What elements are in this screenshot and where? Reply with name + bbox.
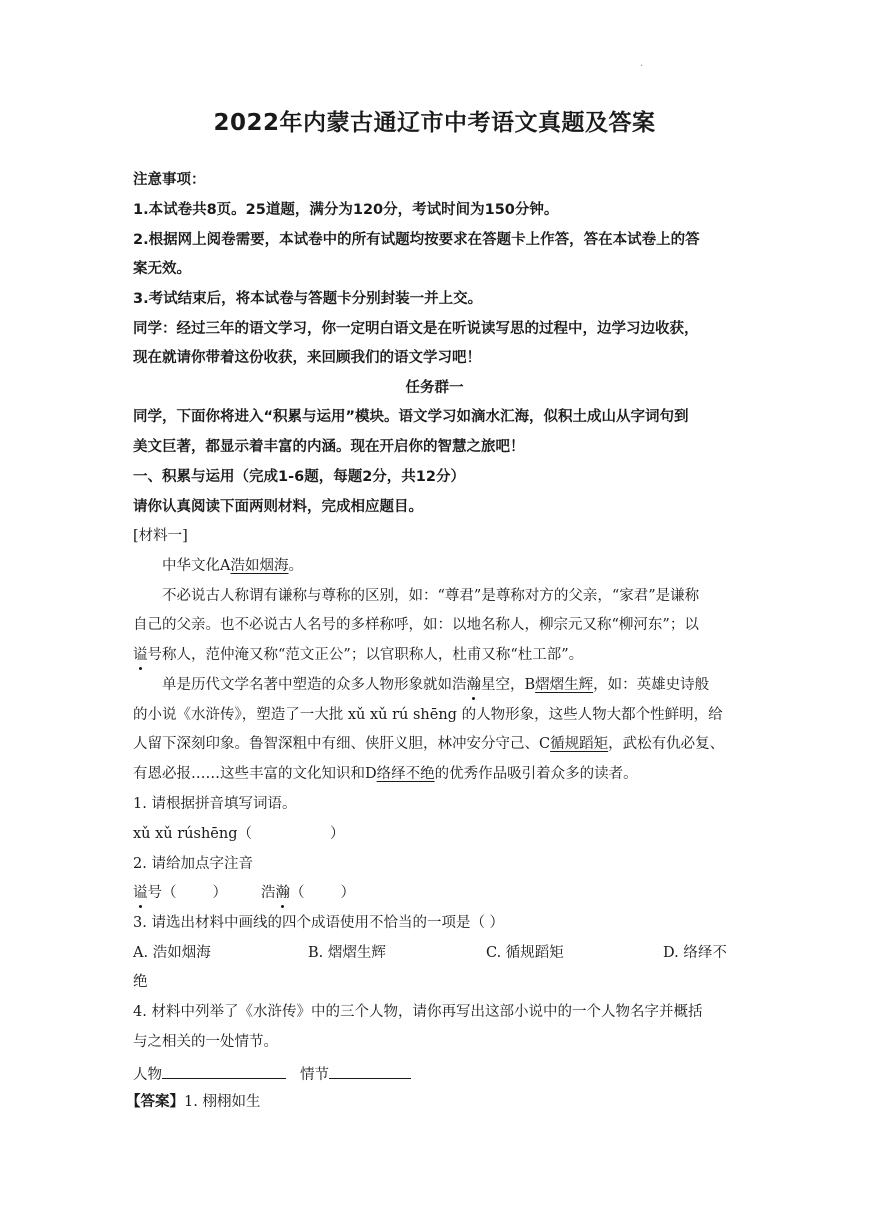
- idiom-c: 循规蹈矩: [550, 736, 609, 752]
- text-span: 中华文化A: [162, 558, 231, 574]
- text-span: （: [290, 885, 305, 901]
- option-d[interactable]: D. 络绎不: [663, 945, 727, 961]
- option-c[interactable]: C. 循规蹈矩: [486, 945, 564, 961]
- question-2-answer-line: [133, 883, 355, 903]
- question-4-line-1: 4. 材料中列举了《水浒传》中的三个人物，请你再写出这部小说中的一个人物名字并概括: [133, 1004, 703, 1020]
- text-span: 人留下深刻印象。鲁智深粗中有细、侠肝义胆，林冲安分守己、C: [133, 736, 551, 752]
- text-span: 浩: [261, 885, 276, 901]
- question-4-line-2: 与之相关的一处情节。: [133, 1034, 278, 1050]
- idiom-a: 浩如烟海: [230, 558, 289, 574]
- bracket-close: ）: [212, 885, 227, 901]
- idiom-b: 熠熠生辉: [535, 677, 594, 693]
- question-3: 3. 请选出材料中画线的四个成语使用不恰当的一项是（ ）: [133, 915, 505, 931]
- notice-heading: 注意事项：: [133, 172, 206, 188]
- task-intro-line-1: 同学，下面你将进入“积累与运用”模块。语文学习如滴水汇海，似积土成山从字词句到: [133, 409, 689, 425]
- notice-item-3: 3.考试结束后，将本试卷与答题卡分别封装一并上交。: [133, 291, 483, 307]
- text-span: ，武松有仇必复、: [608, 736, 725, 752]
- text-span: 号称人，范仲淹又称“范文正公”；以官职称人，杜甫又称“杜工部”。: [147, 647, 584, 663]
- bracket-close: ）: [330, 826, 345, 842]
- plot-blank[interactable]: [329, 1062, 411, 1079]
- material-paragraph-1: [162, 556, 303, 576]
- material-paragraph-3-line-2: 的小说《水浒传》，塑造了一大批 xǔ xǔ rú shēng 的人物形象，这些人物大都个性鲜明，给: [133, 707, 723, 723]
- bracket-close: ）: [340, 885, 355, 901]
- text-span: 星空，B: [481, 677, 536, 693]
- option-a[interactable]: A. 浩如烟海: [133, 945, 211, 961]
- notice-item-2-line-1: 2.根据网上阅卷需要，本试卷中的所有试题均按要求在答题卡上作答，答在本试卷上的答: [133, 232, 700, 248]
- material-paragraph-3-line-1: [162, 675, 709, 695]
- idiom-d: 络绎不绝: [376, 766, 435, 782]
- material-paragraph-2-line-3: [133, 645, 583, 665]
- dotted-char: 瀚: [466, 677, 481, 693]
- text-span: 有恩必报……这些丰富的文化知识和D: [133, 766, 377, 782]
- person-label: 人物: [133, 1067, 162, 1083]
- answer-label: 【答案】: [126, 1094, 184, 1110]
- option-d-wrap: 绝: [133, 974, 148, 990]
- notice-item-1: 1.本试卷共8页。25道题，满分为120分，考试时间为150分钟。: [133, 202, 559, 218]
- section-heading: 一、积累与运用（完成1-6题，每题2分，共12分）: [133, 469, 465, 485]
- text-span: 号（: [147, 885, 177, 901]
- material-paragraph-3-line-3: [133, 734, 724, 754]
- option-b[interactable]: B. 熠熠生辉: [308, 945, 386, 961]
- intro-line-2: 现在就请你带着这份收获，来回顾我们的语文学习吧！: [133, 350, 481, 366]
- text-span: ，如：英雄史诗般: [593, 677, 710, 693]
- notice-item-2-line-2: 案无效。: [133, 261, 191, 277]
- question-2: 2. 请给加点字注音: [133, 856, 253, 872]
- question-1: 1. 请根据拼音填写词语。: [133, 796, 297, 812]
- material-paragraph-2-line-2: 自己的父亲。也不必说古人名号的多样称呼，如：以地名称人，柳宗元又称“柳河东”；以: [133, 617, 699, 633]
- material-paragraph-3-line-4: [133, 764, 638, 784]
- dotted-char: 谥: [133, 647, 148, 663]
- question-4-answer-line: [133, 1062, 411, 1085]
- text-span: 的优秀作品吸引着众多的读者。: [434, 766, 638, 782]
- question-1-answer-line: [133, 824, 345, 844]
- text-span: 单是历代文学名著中塑造的众多人物形象就如浩: [162, 677, 467, 693]
- person-blank[interactable]: [162, 1062, 286, 1079]
- pinyin-prompt: xǔ xǔ rúshēng（: [133, 826, 253, 842]
- task-intro-line-2: 美文巨著，都显示着丰富的内涵。现在开启你的智慧之旅吧！: [133, 439, 525, 455]
- dotted-char: 瀚: [275, 885, 290, 901]
- material-paragraph-2-line-1: 不必说古人称谓有谦称与尊称的区别，如：“尊君”是尊称对方的父亲，“家君”是谦称: [162, 588, 700, 604]
- answer-text: 1. 栩栩如生: [184, 1094, 261, 1110]
- text-span: 。: [288, 558, 303, 574]
- intro-line-1: 同学：经过三年的语文学习，你一定明白语文是在听说读写思的过程中，边学习边收获，: [133, 321, 699, 337]
- answer-line: [126, 1092, 260, 1112]
- instruction: 请你认真阅读下面两则材料，完成相应题目。: [133, 499, 423, 515]
- dotted-char: 谥: [133, 885, 148, 901]
- material-label: [材料一]: [133, 528, 188, 544]
- plot-label: 情节: [300, 1067, 329, 1083]
- task-group-title: 任务群一: [405, 380, 464, 396]
- page-title: 2022年内蒙古通辽市中考语文真题及答案: [213, 110, 656, 136]
- header-mark: .: [640, 58, 644, 69]
